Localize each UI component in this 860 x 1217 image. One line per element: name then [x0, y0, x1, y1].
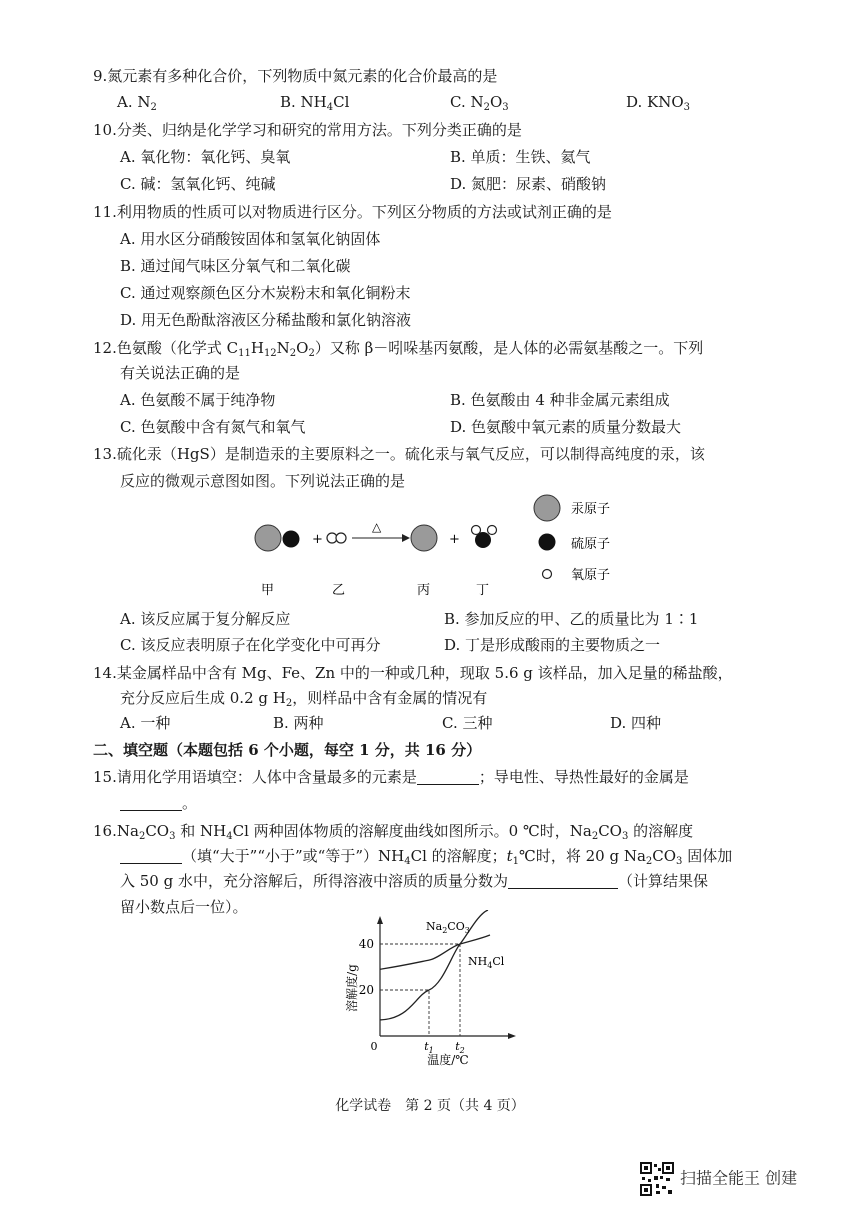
q15-stem: 15.请用化学用语填空：人体中含量最多的元素是 ；导电性、导热性最好的金属是 — [93, 768, 689, 786]
mercury-atom-icon — [255, 525, 281, 551]
plus-sign: + — [449, 532, 460, 547]
q12-stem: 12.色氨酸（化学式 $C_{11}H_{12}N_2O_2$）又称 β－吲哚基丙氨酸，是人体的必需氨基酸之一。下列 — [93, 339, 704, 359]
q13-option-b: B. 参加反应的甲、乙的质量比为 1∶1 — [444, 610, 699, 628]
q15-blank-1[interactable] — [417, 770, 479, 785]
q12-option-c: C. 色氨酸中含有氮气和氧气 — [120, 418, 306, 436]
q13-option-c: C. 该反应表明原子在化学变化中可再分 — [120, 636, 381, 654]
q14-option-c: C. 三种 — [442, 714, 493, 732]
q12-option-b: B. 色氨酸由 4 种非金属元素组成 — [450, 391, 670, 409]
legend-oxygen-label: 氧原子 — [571, 568, 611, 583]
q11-stem: 11.利用物质的性质可以对物质进行区分。下列区分物质的方法或试剂正确的是 — [93, 203, 612, 221]
q14-stem-cont: 充分反应后生成 0.2 g $H_2$，则样品中含有金属的情况有 — [120, 689, 488, 709]
x-axis-arrow-icon — [508, 1033, 516, 1039]
oxygen-atom-icon — [472, 526, 481, 535]
q10-option-d: D. 氮肥：尿素、硝酸钠 — [450, 175, 607, 193]
label-na2co3: $Na_2CO_3$ — [426, 920, 470, 935]
q15-blank-2[interactable] — [120, 796, 182, 811]
q13-stem: 13.硫化汞（HgS）是制造汞的主要原料之一。硫化汞与氧气反应，可以制得高纯度的汞，该 — [93, 445, 705, 463]
q13-option-a: A. 该反应属于复分解反应 — [120, 610, 291, 628]
q10-option-c: C. 碱：氢氧化钙、纯碱 — [120, 175, 276, 193]
q11-option-d: D. 用无色酚酞溶液区分稀盐酸和氯化钠溶液 — [120, 311, 412, 329]
label-ding: 丁 — [476, 583, 490, 598]
q10-option-a: A. 氧化物：氧化钙、臭氧 — [120, 148, 291, 166]
q14-option-a: A. 一种 — [120, 714, 171, 732]
q10-option-b: B. 单质：生铁、氦气 — [450, 148, 591, 166]
q11-option-b: B. 通过闻气味区分氧气和二氧化碳 — [120, 257, 351, 275]
q15-stem-cont: 。 — [120, 793, 197, 813]
watermark: 扫描全能王 创建 — [640, 1162, 797, 1196]
reaction-diagram — [240, 490, 660, 600]
y-axis-label: 溶解度/g — [345, 964, 359, 1012]
reaction-condition: △ — [372, 520, 382, 534]
x-tick-label-t2: $t_2$ — [455, 1040, 465, 1055]
q9-option-d: D. $KNO_3$ — [626, 93, 691, 113]
q14-option-b: B. 两种 — [273, 714, 324, 732]
q12-option-a: A. 色氨酸不属于纯净物 — [120, 391, 276, 409]
q9-option-c: C. $N_2O_3$ — [450, 93, 509, 113]
q12-stem-cont: 有关说法正确的是 — [120, 364, 241, 382]
q16-blank-1[interactable] — [120, 849, 182, 864]
legend-oxygen-icon — [543, 570, 552, 579]
y-axis-arrow-icon — [377, 916, 383, 924]
q16-line-1: $16.Na_2CO_3$ 和 $NH_4Cl$ 两种固体物质的溶解度曲线如图所示。0 ℃时，$Na_2CO_3$ 的溶解度 — [93, 822, 694, 842]
legend-mercury-icon — [534, 495, 560, 521]
legend-sulfur-icon — [539, 534, 556, 551]
legend-mercury-label: 汞原子 — [571, 502, 611, 517]
label-bing: 丙 — [417, 583, 431, 598]
x-tick-label-0: 0 — [370, 1040, 378, 1053]
qr-code-icon — [640, 1162, 674, 1196]
q16-line-3: 入 50 g 水中，充分溶解后，所得溶液中溶质的质量分数为 （计算结果保 — [120, 872, 709, 890]
section-2-heading: 二、填空题（本题包括 6 个小题，每空 1 分，共 16 分） — [93, 741, 482, 759]
y-tick-label-20: 20 — [358, 983, 374, 997]
guide-line-t1 — [380, 990, 429, 1036]
q12-option-d: D. 色氨酸中氧元素的质量分数最大 — [450, 418, 682, 436]
q14-option-d: D. 四种 — [610, 714, 662, 732]
q11-option-a: A. 用水区分硝酸铵固体和氢氧化钠固体 — [120, 230, 381, 248]
q9-option-a: A. $N_2$ — [117, 93, 157, 113]
page-footer: 化学试卷 第 2 页（共 4 页） — [335, 1098, 525, 1114]
mercury-atom-icon — [411, 525, 437, 551]
q10-stem: 10.分类、归纳是化学学习和研究的常用方法。下列分类正确的是 — [93, 121, 522, 139]
x-tick-label-t1: $t_1$ — [424, 1040, 434, 1055]
label-jia: 甲 — [261, 583, 275, 598]
q11-option-c: C. 通过观察颜色区分木炭粉末和氧化铜粉末 — [120, 284, 411, 302]
q9-option-b: B. $NH_4Cl$ — [280, 93, 350, 113]
q16-blank-2[interactable] — [508, 874, 618, 889]
label-nh4cl: $NH_4Cl$ — [468, 955, 505, 970]
q13-option-d: D. 丁是形成酸雨的主要物质之一 — [444, 636, 661, 654]
legend-sulfur-label: 硫原子 — [571, 537, 611, 552]
oxygen-atom-icon — [488, 526, 497, 535]
q13-stem-cont: 反应的微观示意图如图。下列说法正确的是 — [120, 472, 406, 490]
q16-line-2: （填“大于”“小于”或“等于$”)NH_4Cl$ 的溶解度；$t_1℃$时，将 20 g $Na_2CO_3$ 固体加 — [120, 846, 732, 866]
x-axis-label: 温度/℃ — [427, 1053, 469, 1067]
y-tick-label-40: 40 — [358, 937, 374, 951]
sulfur-atom-icon — [283, 531, 300, 548]
q14-stem: 14.某金属样品中含有 Mg、Fe、Zn 中的一种或几种，现取 5.6 g 该样品，加入足量的稀盐酸， — [93, 664, 733, 682]
q9-stem: 9.氮元素有多种化合价，下列物质中氮元素的化合价最高的是 — [93, 67, 498, 85]
q16-line-4: 留小数点后一位）。 — [120, 898, 248, 916]
oxygen-atom-icon — [336, 533, 346, 543]
label-yi: 乙 — [332, 583, 346, 598]
arrow-head-icon — [402, 534, 410, 542]
plus-sign: + — [312, 532, 323, 547]
solubility-chart — [330, 910, 530, 1070]
